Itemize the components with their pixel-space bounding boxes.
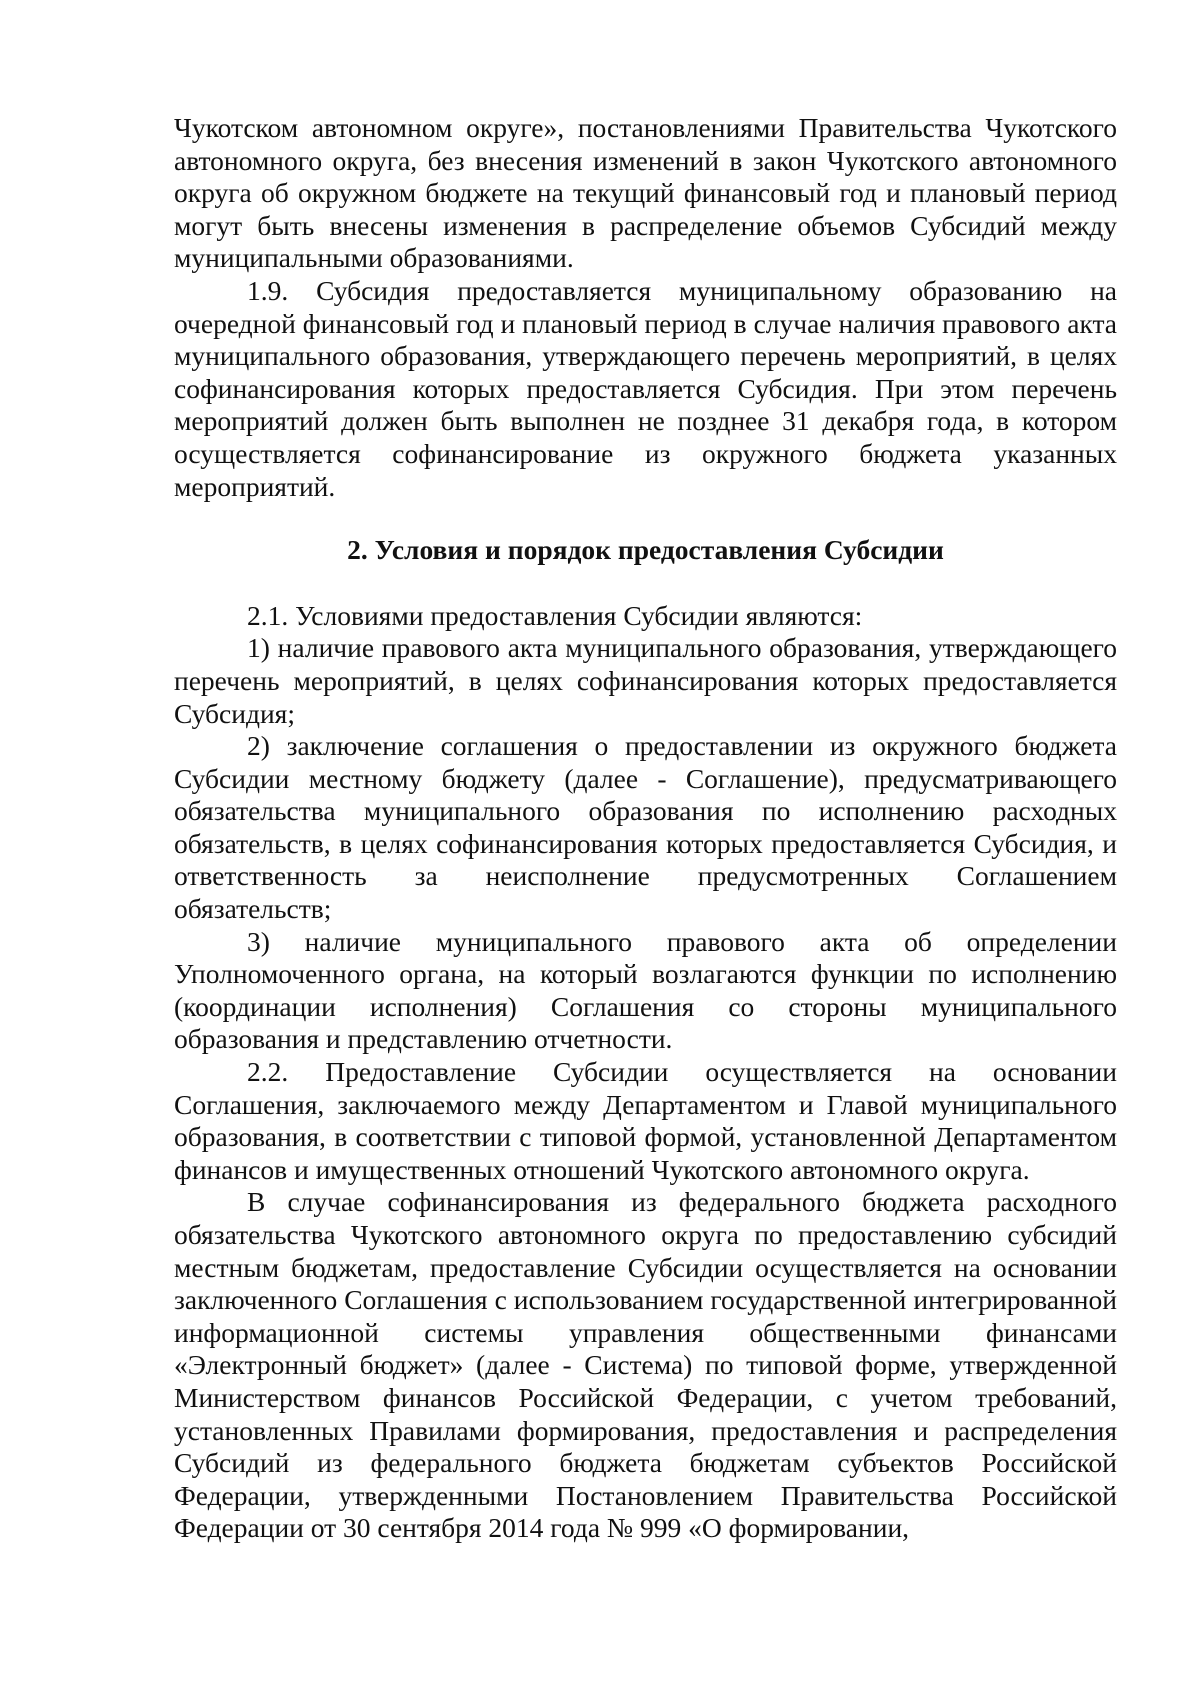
paragraph-2-2: 2.2. Предоставление Субсидии осуществляется на основании Соглашения, заключаемого между Департаментом и Главой муниципального образования, в соответствии с типовой формой, установленной Департаментом финансов и имущественных отношений Чукотского автономного округа. xyxy=(174,1056,1117,1185)
paragraph-continuation: Чукотском автономном округе», постановлениями Правительства Чукотского автономного округа, без внесения изменений в закон Чукотского автономного округа об окружном бюджете на текущий финансовый год и плановый период могут быть внесены изменения в распределение объемов Субсидий между муниципальными образованиями. xyxy=(174,112,1117,274)
document-page xyxy=(174,112,1117,1545)
section-heading: 2. Условия и порядок предоставления Субсидии xyxy=(347,534,944,566)
paragraph-2-1: 2.1. Условиями предоставления Субсидии являются: xyxy=(247,599,863,631)
paragraph-1-9: 1.9. Субсидия предоставляется муниципальному образованию на очередной финансовый год и плановый период в случае наличия правового акта муниципального образования, утверждающего перечень мероприятий, в целях софинансирования которых предоставляется Субсидия. При этом перечень мероприятий должен быть выполнен не позднее 31 декабря года, в котором осуществляется софинансирование из окружного бюджета указанных мероприятий. xyxy=(174,274,1117,502)
list-item-3: 3) наличие муниципального правового акта об определении Уполномоченного органа, на который возлагаются функции по исполнению (координации исполнения) Соглашения со стороны муниципального образования и представлению отчетности. xyxy=(174,925,1117,1055)
paragraph-federal-cofinancing: В случае софинансирования из федерального бюджета расходного обязательства Чукотского автономного округа по предоставлению субсидий местным бюджетам, предоставление Субсидии осуществляется на основании заключенного Соглашения с использованием государственной интегрированной информационной системы управления общественными финансами «Электронный бюджет» (далее - Система) по типовой форме, утвержденной Министерством финансов Российской Федерации, с учетом требований, установленных Правилами формирования, предоставления и распределения Субсидий из федерального бюджета бюджетам субъектов Российской Федерации, утвержденными Постановлением Правительства Российской Федерации от 30 сентября 2014 года № 999 «О формировании, xyxy=(174,1186,1117,1544)
list-item-1: 1) наличие правового акта муниципального образования, утверждающего перечень мероприятий, в целях софинансирования которых предоставляется Субсидия; xyxy=(174,632,1117,729)
list-item-2: 2) заключение соглашения о предоставлении из окружного бюджета Субсидии местному бюджету (далее - Соглашение), предусматривающего обязательства муниципального образования по исполнению расходных обязательств, в целях софинансирования которых предоставляется Субсидия, и ответственность за неисполнение предусмотренных Соглашением обязательств; xyxy=(174,730,1117,925)
